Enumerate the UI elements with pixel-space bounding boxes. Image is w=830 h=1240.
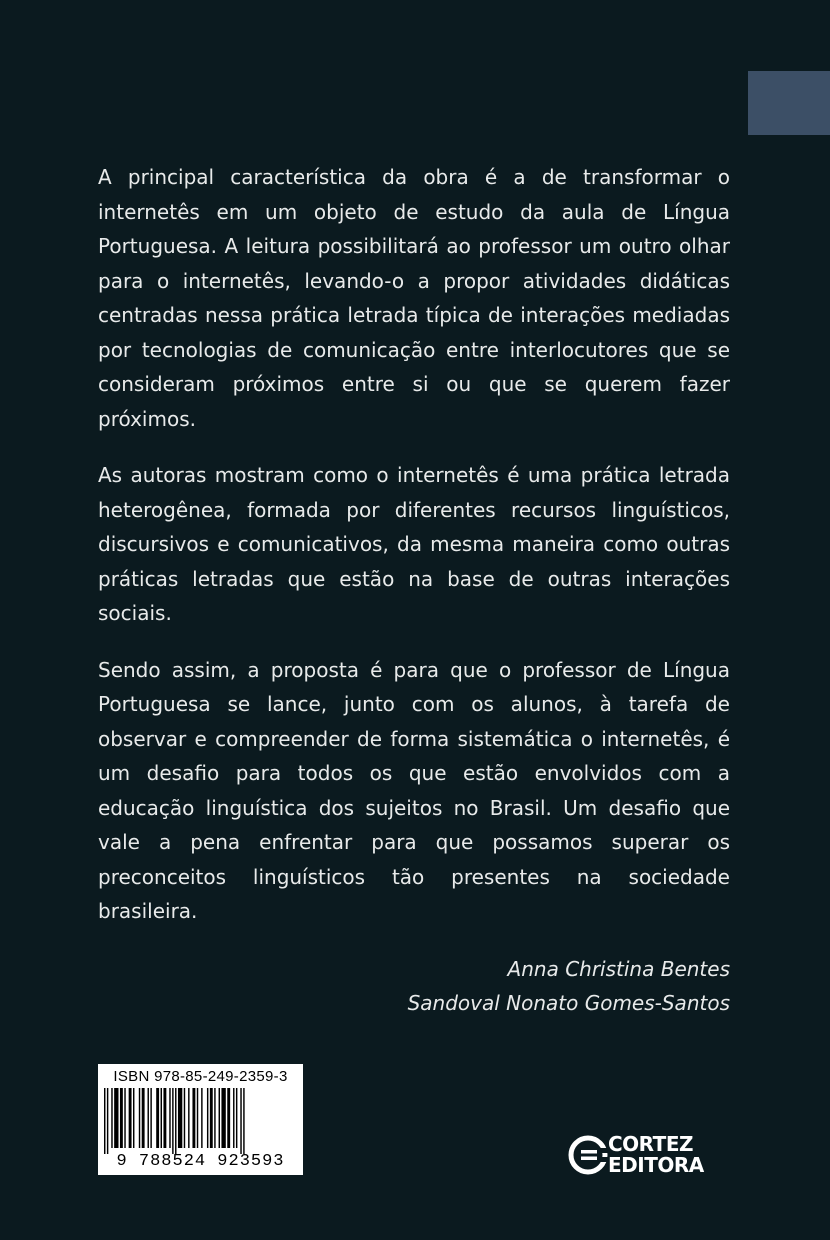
ean-digits: 9 788524 923593 — [116, 1152, 285, 1171]
back-cover-text — [98, 160, 730, 951]
barcode-bar — [148, 1088, 149, 1148]
publisher-logo — [568, 1132, 708, 1180]
barcode-bar — [243, 1088, 244, 1154]
barcode-bar — [233, 1088, 234, 1148]
barcode-bars — [102, 1088, 299, 1154]
author-1: Anna Christina Bentes — [507, 957, 730, 981]
paragraph-1: A principal característica da obra é a de transformar o internetês em um objeto de estudo da aula de Língua Portuguesa. A leitura possibilitará ao professor um outro olhar para o internetês, levando-o a propor atividades didáticas centradas nessa prática letrada típica de interações mediadas por tecnologias de comunicação entre interlocutores que se consideram próximos entre si ou que se querem fazer próximos. — [98, 165, 730, 431]
authors-signature — [408, 952, 730, 1020]
barcode-bar — [120, 1088, 123, 1148]
barcode-bar — [210, 1088, 213, 1148]
publisher-name-line1: CORTEZ — [608, 1132, 693, 1156]
barcode-bar — [104, 1088, 105, 1154]
cortez-logo-icon — [568, 1134, 608, 1176]
barcode-bar — [197, 1088, 198, 1148]
barcode-bar — [156, 1088, 159, 1148]
paragraph-3: Sendo assim, a proposta é para que o professor de Língua Portuguesa se lance, junto com os alunos, à tarefa de observar e compreender de forma sistemática o internetês, é um desafio para todos os que estão envolvidos com a educação linguística dos sujeitos no Brasil. Um desafio que vale a pena enfrentar para que possamos superar os preconceitos linguísticos tão presentes na sociedade brasileira. — [98, 657, 730, 923]
barcode-bar — [114, 1088, 118, 1148]
barcode-bar — [142, 1088, 145, 1148]
barcode-bar — [107, 1088, 108, 1154]
barcode-bar — [192, 1088, 195, 1148]
barcode-bar — [150, 1088, 151, 1148]
barcode-bar — [221, 1088, 225, 1148]
author-2: Sandoval Nonato Gomes-Santos — [407, 991, 730, 1015]
barcode-bar — [133, 1088, 134, 1148]
barcode-bar — [139, 1088, 140, 1148]
barcode-bar — [214, 1088, 215, 1148]
barcode-bar — [161, 1088, 162, 1148]
cover-corner-tab — [748, 71, 830, 135]
barcode-bar — [184, 1088, 185, 1148]
publisher-name-line2: EDITORA — [608, 1153, 704, 1177]
isbn-number: ISBN 978-85-249-2359-3 — [113, 1068, 288, 1085]
barcode-bar — [236, 1088, 237, 1148]
barcode-bar — [111, 1088, 112, 1148]
barcode-bar — [172, 1088, 173, 1154]
barcode-bar — [207, 1088, 208, 1148]
barcode-bar — [178, 1088, 182, 1148]
barcode-bar — [219, 1088, 220, 1148]
barcode-bar — [163, 1088, 166, 1148]
paragraph-2: As autoras mostram como o internetês é uma prática letrada heterogênea, formada por diferentes recursos linguísticos, discursivos e comunicativos, da mesma maneira como outras práticas letradas que estão na base de outras interações sociais. — [98, 463, 730, 625]
barcode-bar — [201, 1088, 202, 1148]
barcode-bar — [240, 1088, 241, 1154]
barcode-bar — [129, 1088, 132, 1148]
barcode-bar — [227, 1088, 230, 1148]
barcode-bar — [188, 1088, 189, 1148]
barcode-bar — [169, 1088, 170, 1148]
barcode-bar — [175, 1088, 176, 1154]
barcode-bar — [124, 1088, 125, 1148]
isbn-barcode — [98, 1064, 303, 1175]
